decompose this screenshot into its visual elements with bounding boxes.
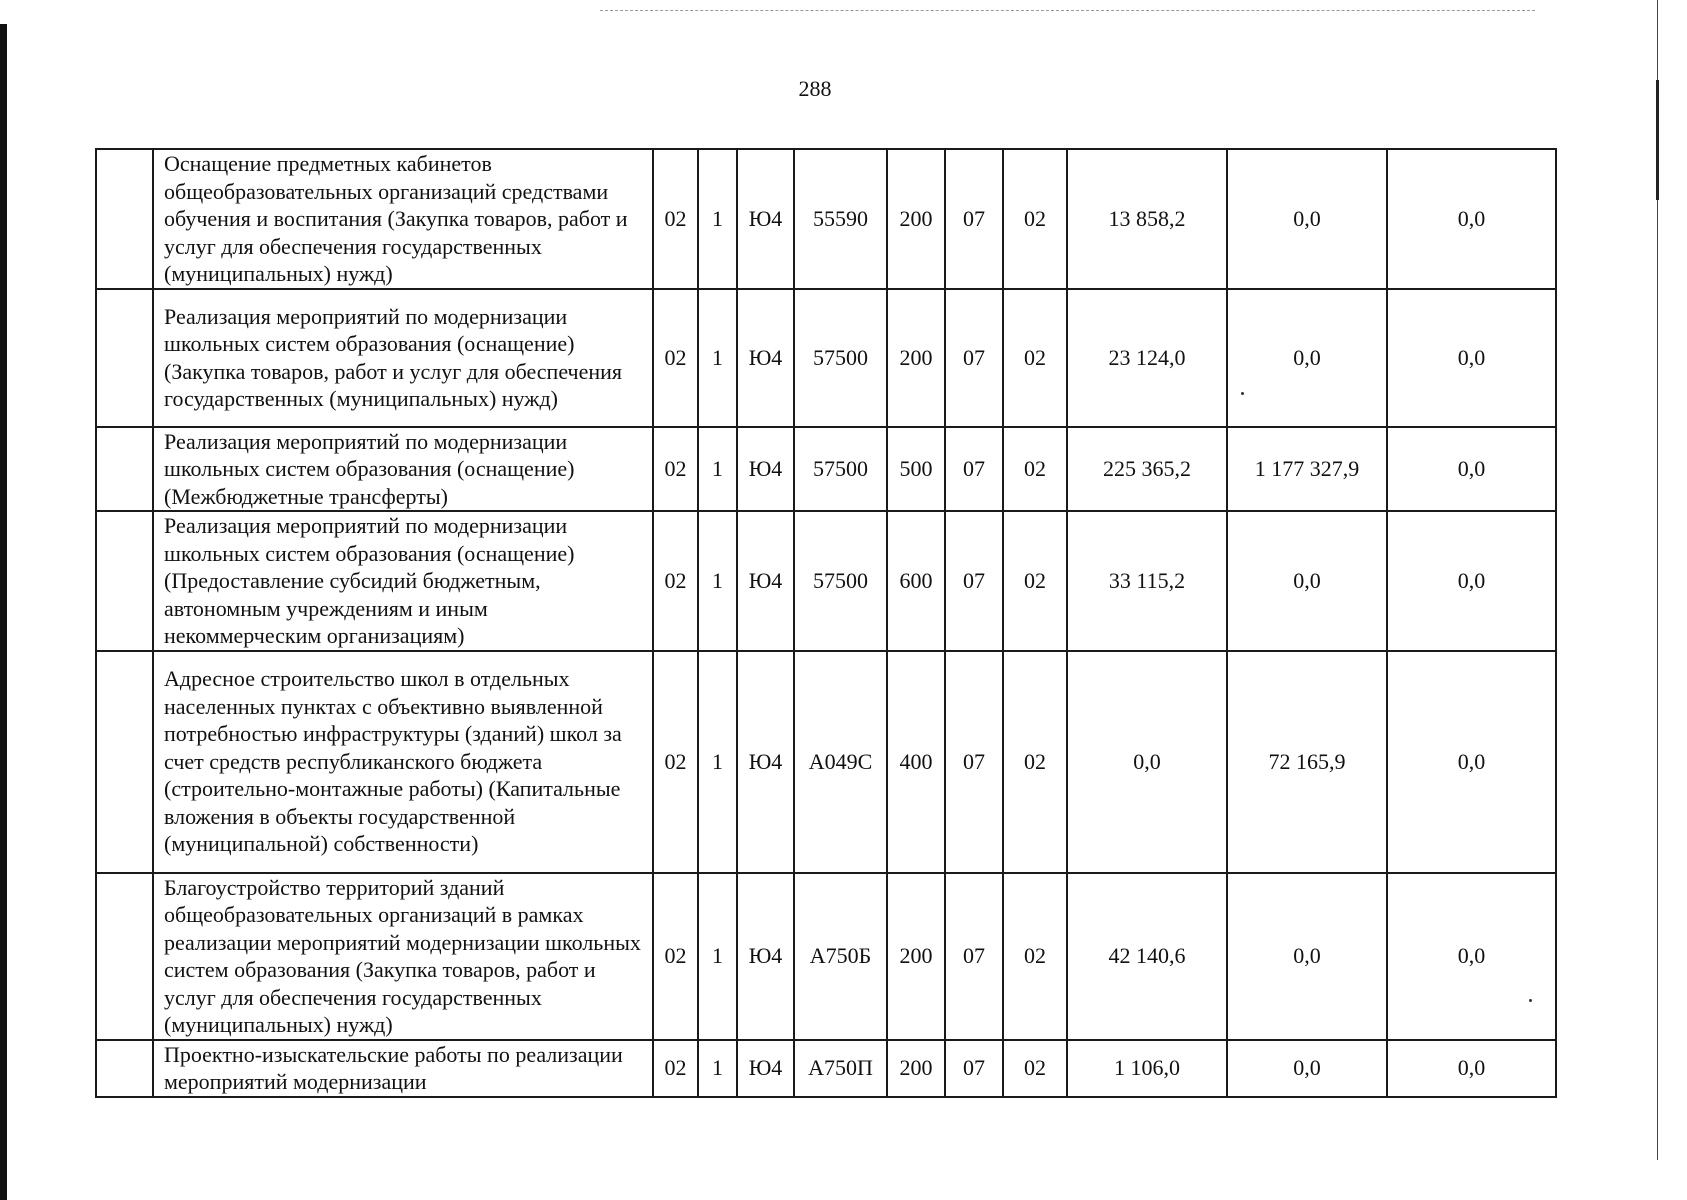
row-direction: А750П — [794, 1040, 887, 1097]
row-project: Ю4 — [737, 289, 794, 427]
table-row — [96, 149, 1556, 289]
row-amount-2: 0,0 — [1227, 149, 1387, 289]
row-program: 02 — [653, 1040, 698, 1097]
row-amount-1: 0,0 — [1067, 651, 1227, 873]
row-section: 07 — [945, 1040, 1003, 1097]
row-number-cell — [96, 1040, 153, 1097]
row-subprogram: 1 — [698, 427, 737, 512]
row-expense-type: 200 — [887, 873, 945, 1040]
row-project: Ю4 — [737, 427, 794, 512]
budget-table — [95, 148, 1557, 1098]
scan-edge-right-mark — [1656, 80, 1659, 200]
row-direction: 57500 — [794, 289, 887, 427]
row-direction: 55590 — [794, 149, 887, 289]
row-expense-type: 200 — [887, 149, 945, 289]
row-subprogram: 1 — [698, 1040, 737, 1097]
row-amount-1: 13 858,2 — [1067, 149, 1227, 289]
row-project: Ю4 — [737, 511, 794, 651]
row-program: 02 — [653, 873, 698, 1040]
row-number-cell — [96, 289, 153, 427]
row-subsection: 02 — [1003, 149, 1067, 289]
row-direction: 57500 — [794, 427, 887, 512]
row-expense-type: 200 — [887, 1040, 945, 1097]
row-expense-type: 400 — [887, 651, 945, 873]
row-amount-2: 0,0 — [1227, 289, 1387, 427]
row-program: 02 — [653, 651, 698, 873]
row-amount-2: 1 177 327,9 — [1227, 427, 1387, 512]
scan-edge-left — [0, 24, 7, 1200]
row-program: 02 — [653, 511, 698, 651]
row-amount-3: 0,0 — [1387, 511, 1556, 651]
row-description: Реализация мероприятий по модернизации школьных систем образования (оснащение) (Закупка товаров, работ и услуг для обеспечения государственных (муниципальных) нужд) — [153, 289, 653, 427]
row-expense-type: 600 — [887, 511, 945, 651]
row-subsection: 02 — [1003, 511, 1067, 651]
table-row — [96, 511, 1556, 651]
page-number: 288 — [798, 76, 832, 101]
row-amount-3: 0,0 — [1387, 289, 1556, 427]
row-number-cell — [96, 427, 153, 512]
row-number-cell — [96, 873, 153, 1040]
row-amount-1: 23 124,0 — [1067, 289, 1227, 427]
scan-edge-top — [600, 10, 1535, 11]
row-number-cell — [96, 651, 153, 873]
row-project: Ю4 — [737, 873, 794, 1040]
row-description: Адресное строительство школ в отдельных населенных пунктах с объективно выявленной потребностью инфраструктуры (зданий) школ за счет средств республиканского бюджета (строительно-монтажные работы) (Капитальные вложения в объекты государственной (муниципальной) собственности) — [153, 651, 653, 873]
row-description: Реализация мероприятий по модернизации школьных систем образования (оснащение) (Межбюджетные трансферты) — [153, 427, 653, 512]
row-program: 02 — [653, 149, 698, 289]
row-direction: 57500 — [794, 511, 887, 651]
row-amount-3: 0,0 — [1387, 427, 1556, 512]
row-section: 07 — [945, 873, 1003, 1040]
row-program: 02 — [653, 427, 698, 512]
row-subsection: 02 — [1003, 873, 1067, 1040]
row-amount-1: 42 140,6 — [1067, 873, 1227, 1040]
row-subprogram: 1 — [698, 149, 737, 289]
row-number-cell — [96, 511, 153, 651]
row-amount-2: 0,0 — [1227, 1040, 1387, 1097]
row-amount-1: 33 115,2 — [1067, 511, 1227, 651]
row-section: 07 — [945, 511, 1003, 651]
table-row — [96, 651, 1556, 873]
row-subprogram: 1 — [698, 873, 737, 1040]
row-amount-3: 0,0 — [1387, 149, 1556, 289]
row-section: 07 — [945, 149, 1003, 289]
row-project: Ю4 — [737, 651, 794, 873]
row-subprogram: 1 — [698, 651, 737, 873]
row-amount-1: 225 365,2 — [1067, 427, 1227, 512]
row-description: Реализация мероприятий по модернизации школьных систем образования (оснащение) (Предоставление субсидий бюджетным, автономным учреждениям и иным некоммерческим организациям) — [153, 511, 653, 651]
row-program: 02 — [653, 289, 698, 427]
row-description: Благоустройство территорий зданий общеобразовательных организаций в рамках реализации мероприятий модернизации школьных систем образования (Закупка товаров, работ и услуг для обеспечения государственных (муниципальных) нужд) — [153, 873, 653, 1040]
row-amount-3: 0,0 — [1387, 1040, 1556, 1097]
row-number-cell — [96, 149, 153, 289]
row-expense-type: 200 — [887, 289, 945, 427]
row-description: Оснащение предметных кабинетов общеобразовательных организаций средствами обучения и воспитания (Закупка товаров, работ и услуг для обеспечения государственных (муниципальных) нужд) — [153, 149, 653, 289]
row-direction: А750Б — [794, 873, 887, 1040]
row-amount-2: 0,0 — [1227, 873, 1387, 1040]
row-project: Ю4 — [737, 1040, 794, 1097]
row-amount-2: 72 165,9 — [1227, 651, 1387, 873]
table-row — [96, 289, 1556, 427]
table-row — [96, 873, 1556, 1040]
row-subsection: 02 — [1003, 427, 1067, 512]
row-expense-type: 500 — [887, 427, 945, 512]
row-amount-3: 0,0 — [1387, 651, 1556, 873]
row-section: 07 — [945, 427, 1003, 512]
row-section: 07 — [945, 651, 1003, 873]
row-direction: А049С — [794, 651, 887, 873]
row-amount-3: 0,0 — [1387, 873, 1556, 1040]
row-description: Проектно-изыскательские работы по реализации мероприятий модернизации — [153, 1040, 653, 1097]
scan-speck — [1529, 999, 1532, 1002]
row-section: 07 — [945, 289, 1003, 427]
table-row — [96, 427, 1556, 512]
row-subprogram: 1 — [698, 289, 737, 427]
scan-speck — [1241, 392, 1244, 395]
row-amount-2: 0,0 — [1227, 511, 1387, 651]
row-amount-1: 1 106,0 — [1067, 1040, 1227, 1097]
row-subsection: 02 — [1003, 1040, 1067, 1097]
row-project: Ю4 — [737, 149, 794, 289]
row-subsection: 02 — [1003, 289, 1067, 427]
table-row — [96, 1040, 1556, 1097]
row-subprogram: 1 — [698, 511, 737, 651]
row-subsection: 02 — [1003, 651, 1067, 873]
